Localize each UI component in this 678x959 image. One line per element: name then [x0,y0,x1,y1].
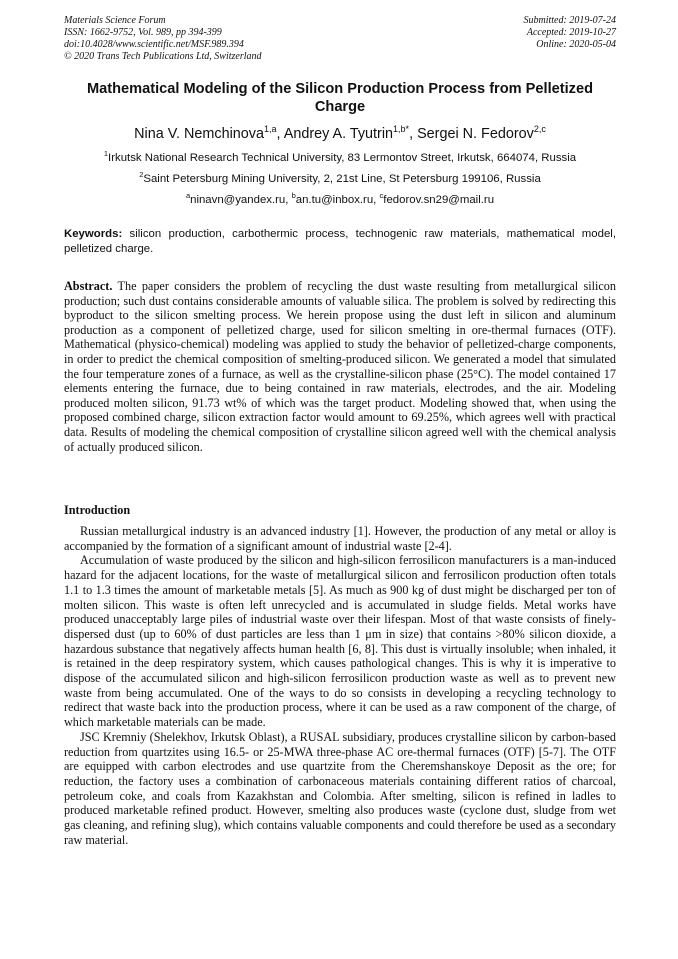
journal-issn: ISSN: 1662-9752, Vol. 989, pp 394-399 [64,27,222,38]
affiliation-sup: 1 [103,149,109,159]
author-list [64,125,616,143]
email-address: fedorov.sn29@mail.ru [383,194,495,206]
section-heading-introduction: Introduction [64,503,131,517]
accepted-date: Accepted: 2019-10-27 [526,27,616,38]
abstract-section [64,279,616,454]
affiliation-text: Saint Petersburg Mining University, 2, 21st Line, St Petersburg 199106, Russia [143,173,541,185]
paper-title: Mathematical Modeling of the Silicon Production Process from Pelletized Charge [87,81,593,115]
author-name: Andrey A. Tyutrin [283,126,394,142]
email-address: an.tu@inbox.ru, [295,194,380,206]
email-address: ninavn@yandex.ru, [190,194,292,206]
author-name: Sergei N. Fedorov [417,126,534,142]
abstract-text: The paper considers the problem of recycling the dust waste resulting from metallurgical silicon production; such dust contains considerable amounts of valuable silica. The problem is solved by redirecting this byproduct to the silicon smelting process. We herein propose using the dust left in silicon and aluminum production as a component of pelletized charge, used for silicon smelting in ore-thermal furnaces (OTF). Mathematical (physico-chemical) modeling was applied to study the behavior of pelletized-charge components, in order to predict the chemical composition of smelting-produced silicon. We generated a model that simulated the four temperature zones of a furnace, as well as the crystalline-silicon phase (25°C). The model contained 17 elements entering the furnace, due to being contained in raw materials, electrodes, and the air. Modeling produced molten silicon, 91.73 wt% of which was the target product. Modeling showed that, when using the proposed combined charge, silicon extraction factor would amount to 69.25%, which agrees well with practical data. Results of modeling the chemical composition of crystalline silicon agreed well with the chemical analysis of actually produced silicon. [64,279,616,454]
email-sup: a [185,191,191,201]
keywords-label: Keywords: [64,228,123,240]
author-separator: , [409,126,418,142]
keywords-section [64,227,616,256]
body-paragraph: JSC Kremniy (Shelekhov, Irkutsk Oblast), a RUSAL subsidiary, produces crystalline silicon by carbon-based reduction from quartzites using 16.5- or 25-MWA three-phase AC ore-thermal furnaces (OTF) [5-7]. The OTF are equipped with carbon electrodes and use quartzite from the Cheremshanskoye Deposit as the ore; for reduction, the factory uses a combination of carbonaceous materials containing different ratios of charcoal, petroleum coke, and coals from Kazakhstan and Colombia. After smelting, silicon is refined in ladles to produced marketable refined product. However, smelting also produces waste (cyclone dust, sludge from wet gas cleaning, and refining slug), which contains valuable components and could therefore be used as a secondary raw material. [64,729,616,847]
body-paragraph: Accumulation of waste produced by the silicon and high-silicon ferrosilicon manufacturers is a man-induced hazard for the adjacent locations, for the waste of metallurgical silicon and ferrosilicon production often totals 1.1 to 1.3 times the amount of marketable metals [5]. As much as 900 kg of dust might be discharged per ton of molten silicon. This waste is often left unrecycled and is accumulated in sludge fields. Metal works have produced unacceptably large piles of industrial waste over their lifespan. Most of that waste consists of finely-dispersed dust (up to 60% of dust particles are less than 1 μm in size) that contains >80% silicon dioxide, a hazardous substance that negatively affects human health [6, 8]. This dust is virtually insoluble; when inhaled, it is retained in the deep respiratory system, which causes pathological changes. This is why it is imperative to dispose of the accumulated silicon and high-silicon ferrosilicon production waste as well as to prevent new waste from being accumulated. One of the ways to do so consists in developing a recycling technology to redirect that waste back into the production process, where it can be used as a raw component of the charge, of which marketable materials can be made. [64,553,616,730]
keywords-text: silicon production, carbothermic process, technogenic raw materials, mathematical model, pelletized charge. [64,228,616,255]
dates-header [524,15,617,51]
affiliation-text: Irkutsk National Research Technical University, 83 Lermontov Street, Irkutsk, 664074, Russia [108,152,577,164]
author-emails [64,193,616,207]
introduction-body [64,524,616,847]
email-sup: c [379,191,384,201]
abstract-label: Abstract. [64,279,113,293]
author-name: Nina V. Nemchinova [134,126,264,142]
author-separator: , [276,126,284,142]
affiliation-sup: 2 [139,170,144,180]
author-affil-sup: 2,c [533,124,546,135]
online-date: Online: 2020-05-04 [536,39,616,50]
affiliation-1 [64,151,616,165]
journal-doi: doi:10.4028/www.scientific.net/MSF.989.394 [64,39,244,50]
email-sup: b [291,191,296,201]
author-affil-sup: 1,b* [393,124,410,135]
journal-name: Materials Science Forum [64,15,166,26]
journal-header [64,15,262,63]
author-affil-sup: 1,a [264,124,277,135]
journal-copyright: © 2020 Trans Tech Publications Ltd, Switzerland [64,51,262,62]
submitted-date: Submitted: 2019-07-24 [523,15,616,26]
affiliation-2 [64,172,616,186]
body-paragraph: Russian metallurgical industry is an advanced industry [1]. However, the production of any metal or alloy is accompanied by the formation of a significant amount of industrial waste [2-4]. [64,524,616,553]
